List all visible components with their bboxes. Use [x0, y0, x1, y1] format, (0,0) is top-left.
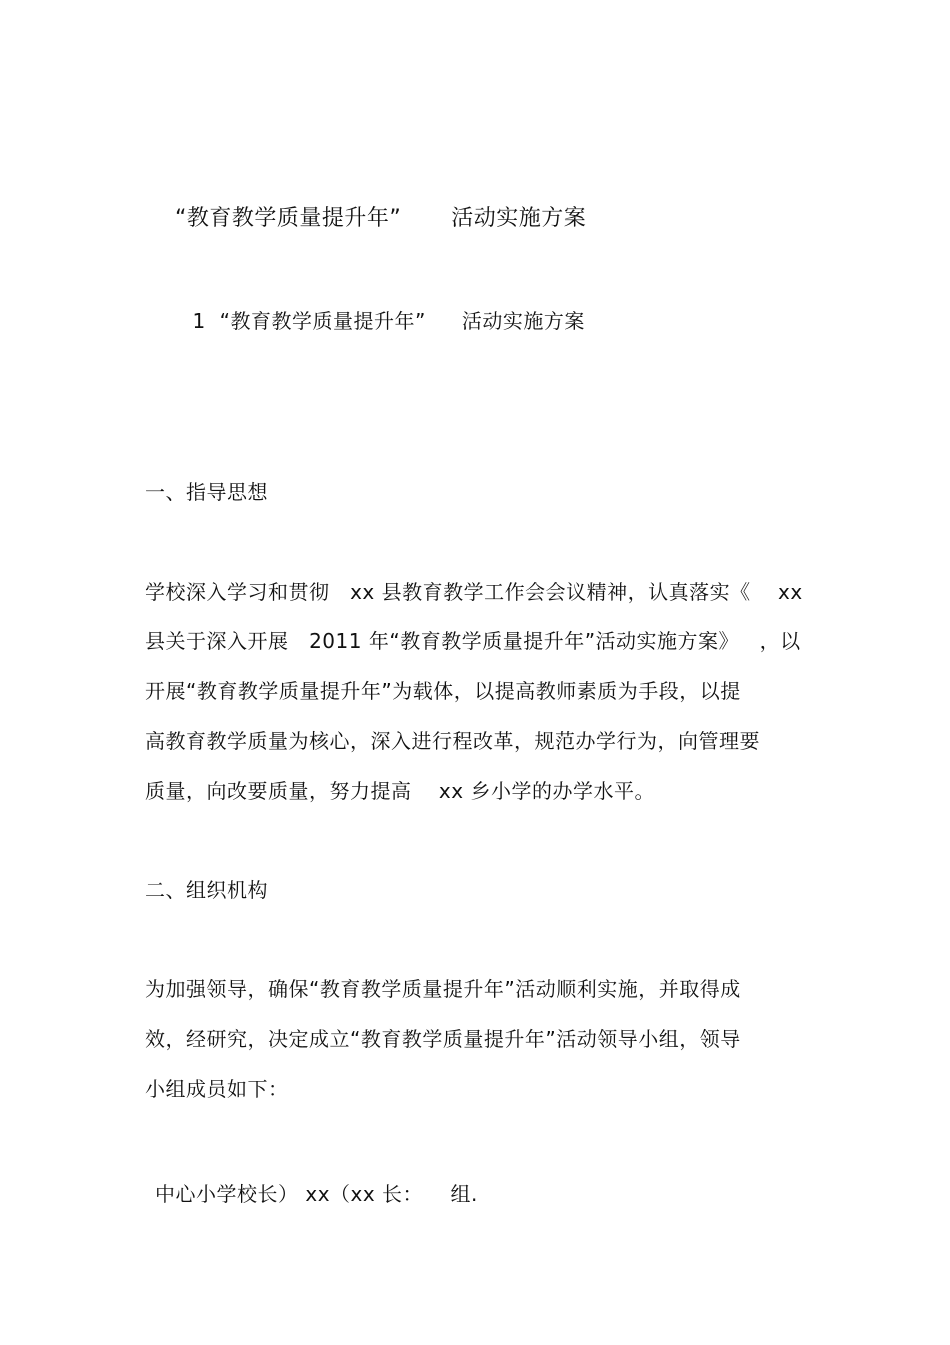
section2-line-2: 效，经研究，决定成立“教育教学质量提升年”活动领导小组，领导 [145, 1027, 741, 1051]
section1-line-1: 学校深入学习和贯彻 xx 县教育教学工作会会议精神，认真落实《 xx [145, 580, 803, 604]
section1-line-2: 县关于深入开展 2011 年“教育教学质量提升年”活动实施方案》 ，以 [145, 629, 801, 653]
document-title [145, 177, 586, 261]
document-subtitle [165, 279, 585, 363]
subtitle-part1: “教育教学质量提升年” [219, 309, 426, 333]
subtitle-part2: 活动实施方案 [461, 309, 585, 333]
section1-line-5: 质量，向改要质量，努力提高 xx 乡小学的办学水平。 [145, 779, 655, 803]
section2-heading: 二、组织机构 [145, 878, 268, 902]
section2-line-1: 为加强领导，确保“教育教学质量提升年”活动顺利实施，并取得成 [145, 977, 741, 1001]
title-part1: “教育教学质量提升年” [174, 206, 402, 231]
section1-heading: 一、指导思想 [145, 480, 268, 504]
section1-line-4: 高教育教学质量为核心，深入进行程改革，规范办学行为，向管理要 [145, 729, 760, 753]
section1-line-3: 开展“教育教学质量提升年”为载体，以提高教师素质为手段，以提 [145, 679, 741, 703]
section2-line-3: 小组成员如下： [145, 1077, 289, 1101]
title-part2: 活动实施方案 [451, 206, 587, 231]
member-line: 中心小学校长） xx（xx 长： 组. [155, 1182, 478, 1206]
subtitle-number: 1 [192, 309, 206, 333]
